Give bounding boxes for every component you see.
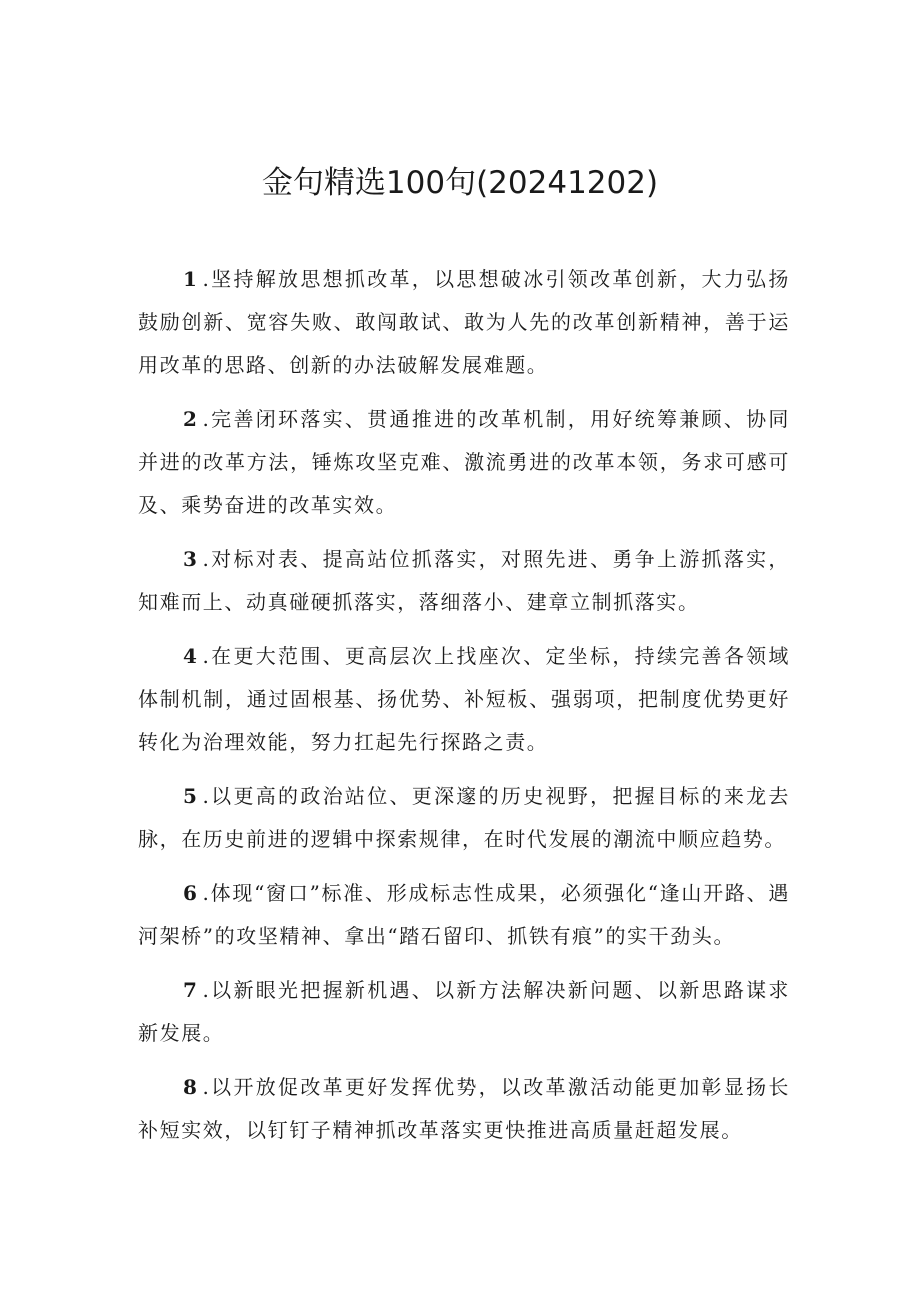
paragraph-item	[138, 872, 790, 958]
item-text: .完善闭环落实、贯通推进的改革机制，用好统筹兼顾、协同并进的改革方法，锤炼攻坚克难、激流勇进的改革本领，务求可感可及、乘势奋进的改革实效。	[138, 407, 790, 517]
item-number: 5	[183, 784, 199, 808]
paragraph-item	[138, 775, 790, 861]
item-number: 1	[183, 267, 199, 291]
item-text: .以更高的政治站位、更深邃的历史视野，把握目标的来龙去脉，在历史前进的逻辑中探索规律，在时代发展的潮流中顺应趋势。	[138, 784, 790, 851]
item-text: .在更大范围、更高层次上找座次、定坐标，持续完善各领域体制机制，通过固根基、扬优势、补短板、强弱项，把制度优势更好转化为治理效能，努力扛起先行探路之责。	[138, 644, 790, 754]
paragraph-item	[138, 969, 790, 1055]
item-text: .以新眼光把握新机遇、以新方法解决新问题、以新思路谋求新发展。	[138, 978, 790, 1045]
document-title: 金句精选100句(20241202)	[261, 165, 659, 201]
paragraph-item	[138, 398, 790, 527]
document-body	[138, 258, 790, 1163]
paragraph-item	[138, 258, 790, 387]
item-text: .以开放促改革更好发挥优势，以改革激活动能更加彰显扬长补短实效，以钉钉子精神抓改革落实更快推进高质量赶超发展。	[138, 1075, 790, 1142]
item-number: 4	[183, 644, 199, 668]
item-number: 2	[183, 407, 199, 431]
paragraph-item	[138, 635, 790, 764]
paragraph-item	[138, 538, 790, 624]
item-text: .对标对表、提高站位抓落实，对照先进、勇争上游抓落实，知难而上、动真碰硬抓落实，落细落小、建章立制抓落实。	[138, 547, 790, 614]
item-number: 8	[183, 1075, 199, 1099]
item-text: .坚持解放思想抓改革，以思想破冰引领改革创新，大力弘扬鼓励创新、宽容失败、敢闯敢试、敢为人先的改革创新精神，善于运用改革的思路、创新的办法破解发展难题。	[138, 267, 790, 377]
paragraph-item	[138, 1066, 790, 1152]
item-number: 7	[183, 978, 199, 1002]
item-text: .体现“窗口”标准、形成标志性成果，必须强化“逢山开路、遇河架桥”的攻坚精神、拿出“踏石留印、抓铁有痕”的实干劲头。	[138, 881, 790, 948]
item-number: 6	[183, 881, 199, 905]
item-number: 3	[183, 547, 199, 571]
